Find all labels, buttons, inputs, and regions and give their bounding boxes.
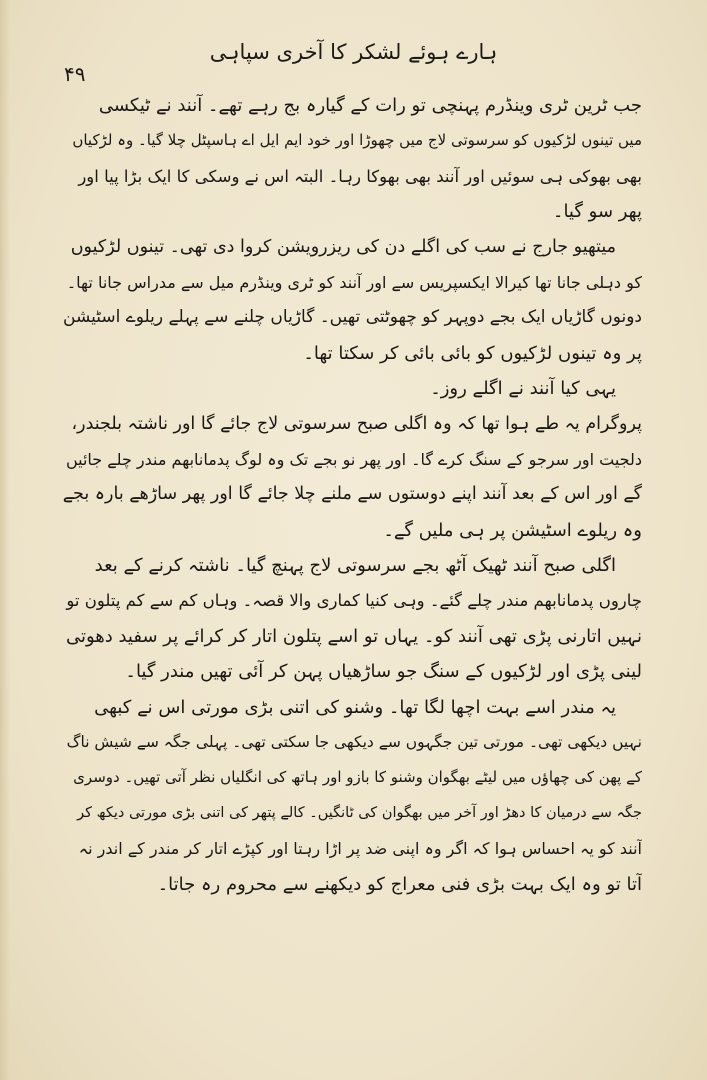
text-line: پر وہ تینوں لڑکیوں کو بائی بائی کر سکتا تھا۔ <box>303 342 642 364</box>
text-line: میتھیو جارج نے سب کی اگلے دن کی ریزرویشن کروا دی تھی۔ تینوں لڑکیوں <box>70 236 616 257</box>
text-line: نہیں دیکھی تھی۔ مورتی تین جگہوں سے دیکھی جا سکتی تھی۔ پہلی جگہ سے شیش ناگ <box>66 733 642 752</box>
text-line: نہیں اتارنی پڑی تھی آنند کو۔ یہاں تو اسے پتلون اتار کر کرائے پر سفید دھوتی <box>65 625 642 647</box>
text-line: جب ٹرین ٹری وینڈرم پہنچی تو رات کے گیارہ بج رہے تھے۔ آنند نے ٹیکسی <box>98 95 642 116</box>
running-header: ہارے ہوئے لشکر کا آخری سپاہی <box>209 40 498 64</box>
page-number: ۴۹ <box>64 62 86 86</box>
text-line: یہی کیا آنند نے اگلے روز۔ <box>430 378 616 400</box>
page-edge-shadow <box>0 0 10 1080</box>
text-line: دونوں گاڑیاں ایک بجے دوپہر کو چھوٹتی تھیں۔ گاڑیاں چلنے سے پہلے ریلوے اسٹیشن <box>63 307 642 328</box>
text-line: کے پھن کی چھاؤں میں لیٹے بھگوان وشنو کا بازو اور ہاتھ کی انگلیاں نظر آتی تھیں۔ دوسری <box>73 768 642 787</box>
text-line: دلجیت اور سرجو کے سنگ کرے گا۔ اور پھر نو بجے تک وہ لوگ پدمانابھم مندر چلے جائیں <box>65 449 642 469</box>
text-line: گے اور اس کے بعد آنند اپنے دوستوں سے ملنے چلا جائے گا اور پھر ساڑھے بارہ بجے <box>62 484 642 505</box>
text-line: جگہ سے درمیان کا دھڑ اور آخر میں بھگوان کی ٹانگیں۔ کالے پتھر کی اتنی بڑی مورتی دیکھ کر <box>77 804 642 821</box>
text-line: پروگرام یہ طے ہوا تھا کہ وہ اگلی صبح سرسوتی لاج جائے گا اور ناشتہ بلجندر، <box>71 413 642 434</box>
text-line: پھر سو گیا۔ <box>552 201 642 223</box>
text-line: آتا تو وہ ایک بہت بڑی فنی معراج کو دیکھنے سے محروم رہ جاتا۔ <box>157 873 642 895</box>
text-line: اگلی صبح آنند ٹھیک آٹھ بجے سرسوتی لاج پہنچ گیا۔ ناشتہ کرنے کے بعد <box>94 555 616 577</box>
body-text <box>62 88 642 902</box>
text-line: چاروں پدمانابھم مندر چلے گئے۔ وہی کنیا کماری والا قصہ۔ وہاں کم سے کم پتلون تو <box>66 591 642 611</box>
text-line: بھی بھوکی ہی سوئیں اور آنند بھی بھوکا رہا۔ البتہ اس نے وسکی کا ایک بڑا پیا اور <box>78 166 642 186</box>
text-line: لینی پڑی اور لڑکیوں کے سنگ جو ساڑھیاں پہن کر آئی تھیں مندر گیا۔ <box>125 661 642 683</box>
text-line: یہ مندر اسے بہت اچھا لگا تھا۔ وشنو کی اتنی بڑی مورتی اس نے کبھی <box>94 696 616 718</box>
text-line: کو دہلی جانا تھا کیرالا ایکسپریس سے اور آنند کو ٹری وینڈرم میل سے مدراس جانا تھا۔ <box>66 272 642 292</box>
text-line: آنند کو یہ احساس ہوا کہ اگر وہ اپنی ضد پر اڑا رہتا اور کپڑے اتار کر مندر کے اندر نہ <box>78 839 642 859</box>
text-line: میں تینوں لڑکیوں کو سرسوتی لاج میں چھوڑا اور خود ایم ایل اے ہاسپٹل چلا گیا۔ وہ لڑکیاں <box>72 131 642 150</box>
text-line: وہ ریلوے اسٹیشن پر ہی ملیں گے۔ <box>383 519 642 541</box>
